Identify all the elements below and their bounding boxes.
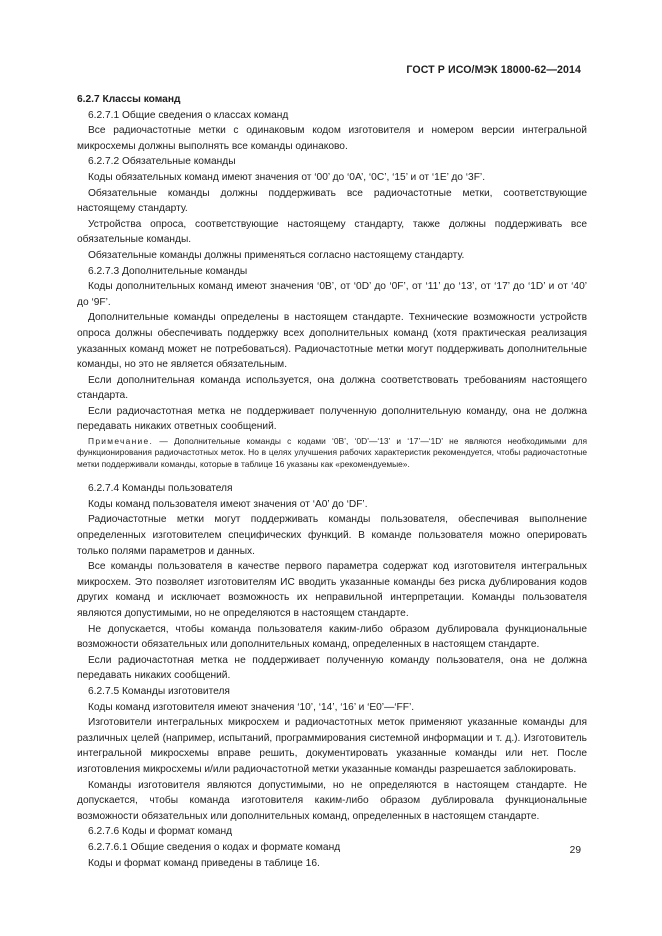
subsection-heading: 6.2.7.1 Общие сведения о классах команд	[88, 109, 289, 121]
paragraph: Команды изготовителя являются допустимыми, но не определяются в настоящем стандарте. Не допускается, чтобы команда изготовителя каким-либо образом дублировала функциональные возможности обязательных или дополнительных команд, определенных в настоящем стандарте.	[77, 779, 587, 822]
paragraph: Радиочастотные метки могут поддерживать команды пользователя, обеспечивая выполнение определенных изготовителем специфических функций. В команде пользователя можно оперировать только полями параметров и данных.	[77, 514, 587, 557]
subsection-heading: 6.2.7.6 Коды и формат команд	[88, 826, 233, 838]
document-id-header: ГОСТ Р ИСО/МЭК 18000-62—2014	[406, 64, 581, 76]
section-heading: 6.2.7 Классы команд	[77, 94, 181, 105]
paragraph: Коды и формат команд приведены в таблице 16.	[88, 857, 320, 869]
subsection-heading: 6.2.7.5 Команды изготовителя	[88, 686, 230, 697]
note-label: Примечание.	[88, 436, 154, 447]
paragraph: Коды обязательных команд имеют значения от ‘00’ до ‘0A’, ‘0C’, ‘15’ и от ‘1E’ до ‘3F’.	[88, 171, 486, 183]
page-number: 29	[569, 845, 581, 856]
paragraph: Если радиочастотная метка не поддерживает полученную команду пользователя, она не должна передавать никаких сообщений.	[77, 654, 587, 682]
paragraph: Все радиочастотные метки с одинаковым кодом изготовителя и номером версии интегральной микросхемы должны выполнять все команды одинаково.	[77, 125, 587, 152]
subsection-heading: 6.2.7.3 Дополнительные команды	[88, 265, 248, 277]
document-body	[77, 92, 587, 871]
paragraph: Все команды пользователя в качестве первого параметра содержат код изготовителя интегральных микросхем. Это позволяет изготовителям ИС вводить указанные команды без риска дублирования кодов других команд и исключает возможность их неправильной интерпретации. Команды пользователя являются допустимыми, но не определяются в настоящем стандарте.	[77, 561, 587, 620]
paragraph: Изготовители интегральных микросхем и радиочастотных меток применяют указанные команды для различных целей (например, испытаний, программирования системной информации и т. д.). Изготовитель интегральной микросхемы вправе решить, документировать указанные команды или нет. После изготовления микросхемы и/или радиочастотной метки указанные команды разрешается заблокировать.	[77, 717, 587, 775]
paragraph: Обязательные команды должны поддерживать все радиочастотные метки, соответствующие настоящему стандарту.	[77, 187, 587, 215]
paragraph: Коды команд пользователя имеют значения от ‘A0’ до ‘DF’.	[88, 498, 368, 510]
note-text: — Дополнительные команды с кодами ‘0B’, ‘0D’—‘13’ и ‘17’—‘1D’ не являются необходимыми для функционирования радиочастотных меток. Но в целях улучшения рабочих характеристик рекомендуется, чтобы радиочастотные метки поддерживали команды, которые в таблице 16 указаны как «рекомендуемые».	[77, 436, 587, 469]
subsection-heading: 6.2.7.2 Обязательные команды	[88, 156, 236, 168]
paragraph: Устройства опроса, соответствующие настоящему стандарту, также должны поддерживать все обязательные команды.	[77, 218, 587, 246]
paragraph: Если радиочастотная метка не поддерживает полученную дополнительную команду, она не должна передавать никаких ответных сообщений.	[77, 405, 587, 433]
paragraph: Коды команд изготовителя имеют значения ‘10’, ‘14’, ‘16’ и ‘E0’—‘FF’.	[88, 701, 415, 713]
paragraph: Дополнительные команды определены в настоящем стандарте. Технические возможности устройств опроса должны обеспечивать поддержку всех дополнительных команд (хотя практическая реализация указанных команд может не потребоваться). Радиочастотные метки могут поддерживать дополнительные команды, но это не является обязательным.	[77, 312, 587, 371]
paragraph: Обязательные команды должны применяться согласно настоящему стандарту.	[88, 249, 465, 261]
note	[77, 436, 587, 470]
subsection-heading: 6.2.7.4 Команды пользователя	[88, 483, 233, 495]
paragraph: Коды дополнительных команд имеют значения ‘0B’, от ‘0D’ до ‘0F’, от ‘11’ до ‘13’, от ‘17’ до ‘1D’ и от ‘40’ до ‘9F’.	[77, 281, 587, 308]
paragraph: Если дополнительная команда используется, она должна соответствовать требованиям настоящего стандарта.	[77, 374, 587, 402]
subsection-heading: 6.2.7.6.1 Общие сведения о кодах и формате команд	[88, 841, 341, 853]
paragraph: Не допускается, чтобы команда пользователя каким-либо образом дублировала функциональные возможности обязательных или дополнительных команд, определенных в настоящем стандарте.	[77, 623, 587, 651]
